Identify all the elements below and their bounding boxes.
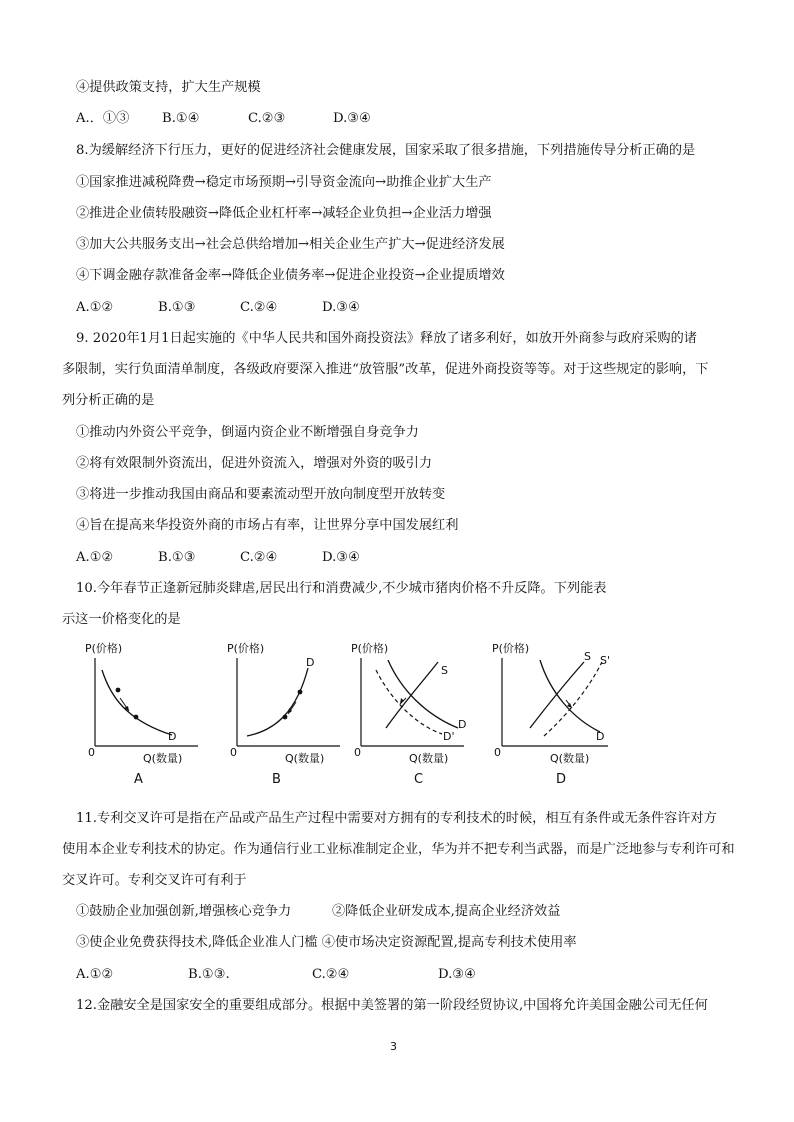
graph-d-s-label: S: [584, 650, 591, 663]
graph-b-p-axis-label: P(价格): [227, 642, 265, 655]
q11-items-3-4: ③使企业免费获得技术,降低企业准人门槛 ④使市场决定资源配置,提高专利技术使用率: [76, 935, 577, 950]
q9-stem-line-2: 多限制，实行负面清单制度，各级政府要深入推进“放管服”改革，促进外商投资等等。对于这些规定的影响，下: [62, 362, 709, 377]
q9-option-c: C.②④: [240, 550, 278, 565]
graph-c-arrow-head: [400, 698, 404, 704]
q7-option-d: D.③④: [333, 111, 371, 126]
graph-b-origin: 0: [230, 746, 237, 759]
q7-option-b: B.①④: [162, 111, 200, 126]
graph-b-caption: B: [272, 772, 281, 787]
q11-option-c: C.②④: [312, 967, 350, 982]
graph-c-p-axis-label: P(价格): [351, 642, 389, 655]
q11-stem-line-1: 11.专利交叉许可是指在产品或产品生产过程中需要对方拥有的专利技术的时候，相互有条件或无条件容许对方: [76, 811, 717, 826]
q8-item-2: ②推进企业债转股融资→降低企业杠杆率→减轻企业负担→企业活力增强: [76, 206, 492, 221]
graph-d: [484, 640, 614, 774]
q11-option-d: D.③④: [438, 967, 476, 982]
graph-b-demand-curve: [247, 668, 308, 736]
graph-b-point-2: [298, 690, 303, 695]
q9-stem-line-3: 列分析正确的是: [62, 393, 155, 408]
q7-option-a: A.．①③: [76, 111, 130, 126]
q8-option-c: C.②④: [240, 300, 278, 315]
q11-stem-line-3: 交叉许可。专利交叉许可有利于: [62, 873, 247, 888]
graph-a-point-2: [134, 715, 139, 720]
q9-stem-line-1: 9. 2020年1月1日起实施的《中华人民共和国外商投资法》释放了诸多利好，如放开外商参与政府采购的诸: [76, 331, 697, 346]
graph-a-origin: 0: [88, 746, 95, 759]
graph-a-d-label: D: [168, 730, 177, 743]
q8-item-4: ④下调金融存款准备金率→降低企业债务率→促进企业投资→企业提质增效: [76, 268, 505, 283]
graph-b: [222, 640, 347, 774]
q9-option-d: D.③④: [322, 550, 360, 565]
graph-c-demand-prime-curve: [376, 670, 442, 734]
q11-stem-line-2: 使用本企业专利技术的协定。作为通信行业工业标准制定企业，华为并不把专利当武器，而是广泛地参与专利许可和: [62, 842, 735, 857]
graph-c-d-prime-label: D': [443, 730, 455, 743]
graph-a-point-1: [116, 688, 121, 693]
q9-item-1: ①推动内外资公平竞争，倒逼内资企业不断增强自身竞争力: [76, 425, 419, 440]
q9-option-a: A.①②: [76, 550, 114, 565]
q9-option-b: B.①③: [158, 550, 196, 565]
q11-item-2: ②降低企业研发成本,提高企业经济效益: [332, 904, 561, 919]
graph-d-s-prime-label: S': [600, 654, 611, 667]
q8-item-1: ①国家推进减税降费→稳定市场预期→引导资金流向→助推企业扩大生产: [76, 175, 492, 190]
graph-b-q-axis-label: Q(数量): [285, 752, 325, 765]
q11-option-b: B.①③.: [188, 967, 230, 982]
graph-c-s-label: S: [441, 664, 448, 677]
q7-option-c: C.②③: [248, 111, 286, 126]
q8-option-d: D.③④: [322, 300, 360, 315]
graph-d-d-label: D: [596, 730, 605, 743]
graph-a-p-axis-label: P(价格): [85, 642, 123, 655]
q9-item-2: ②将有效限制外资流出，促进外资流入，增强对外资的吸引力: [76, 456, 433, 471]
q7-item-4: ④提供政策支持，扩大生产规模: [76, 80, 261, 95]
graph-b-point-1: [283, 715, 288, 720]
graph-c: [346, 640, 471, 774]
graph-b-d-label: D: [306, 656, 315, 669]
graph-a-caption: A: [134, 772, 143, 787]
graph-a: [80, 640, 205, 774]
graph-a-demand-curve: [102, 670, 172, 735]
graph-a-q-axis-label: Q(数量): [143, 752, 183, 765]
graph-d-caption: D: [556, 772, 567, 787]
q8-option-a: A.①②: [76, 300, 114, 315]
q9-item-4: ④旨在提高来华投资外商的市场占有率，让世界分享中国发展红利: [76, 518, 459, 533]
q11-item-1: ①鼓励企业加强创新,增强核心竞争力: [76, 904, 292, 919]
graph-d-demand-curve: [540, 660, 600, 732]
graph-d-origin: 0: [494, 746, 501, 759]
q10-stem-line-1: 10.今年春节正逢新冠肺炎肆虐,居民出行和消费减少,不少城市猪肉价格不升反降。下列能表: [76, 581, 607, 596]
graph-c-d-label: D: [458, 718, 467, 731]
q8-option-b: B.①③: [158, 300, 196, 315]
q10-stem-line-2: 示这一价格变化的是: [62, 612, 181, 627]
q8-item-3: ③加大公共服务支出→社会总供给增加→相关企业生产扩大→促进经济发展: [76, 237, 505, 252]
graph-c-caption: C: [414, 772, 424, 787]
q8-stem: 8.为缓解经济下行压力，更好的促进经济社会健康发展，国家采取了很多措施，下列措施传导分析正确的是: [76, 143, 696, 158]
page-number: 3: [390, 1040, 397, 1053]
graph-c-q-axis-label: Q(数量): [409, 752, 449, 765]
graph-d-p-axis-label: P(价格): [492, 642, 530, 655]
q12-stem-line-1: 12.金融安全是国家安全的重要组成部分。根据中美签署的第一阶段经贸协议,中国将允许美国金融公司无任何: [76, 998, 708, 1013]
q9-item-3: ③将进一步推动我国由商品和要素流动型开放向制度型开放转变: [76, 487, 446, 502]
graph-d-q-axis-label: Q(数量): [550, 752, 590, 765]
graph-c-origin: 0: [354, 746, 361, 759]
q11-option-a: A.①②: [76, 967, 114, 982]
